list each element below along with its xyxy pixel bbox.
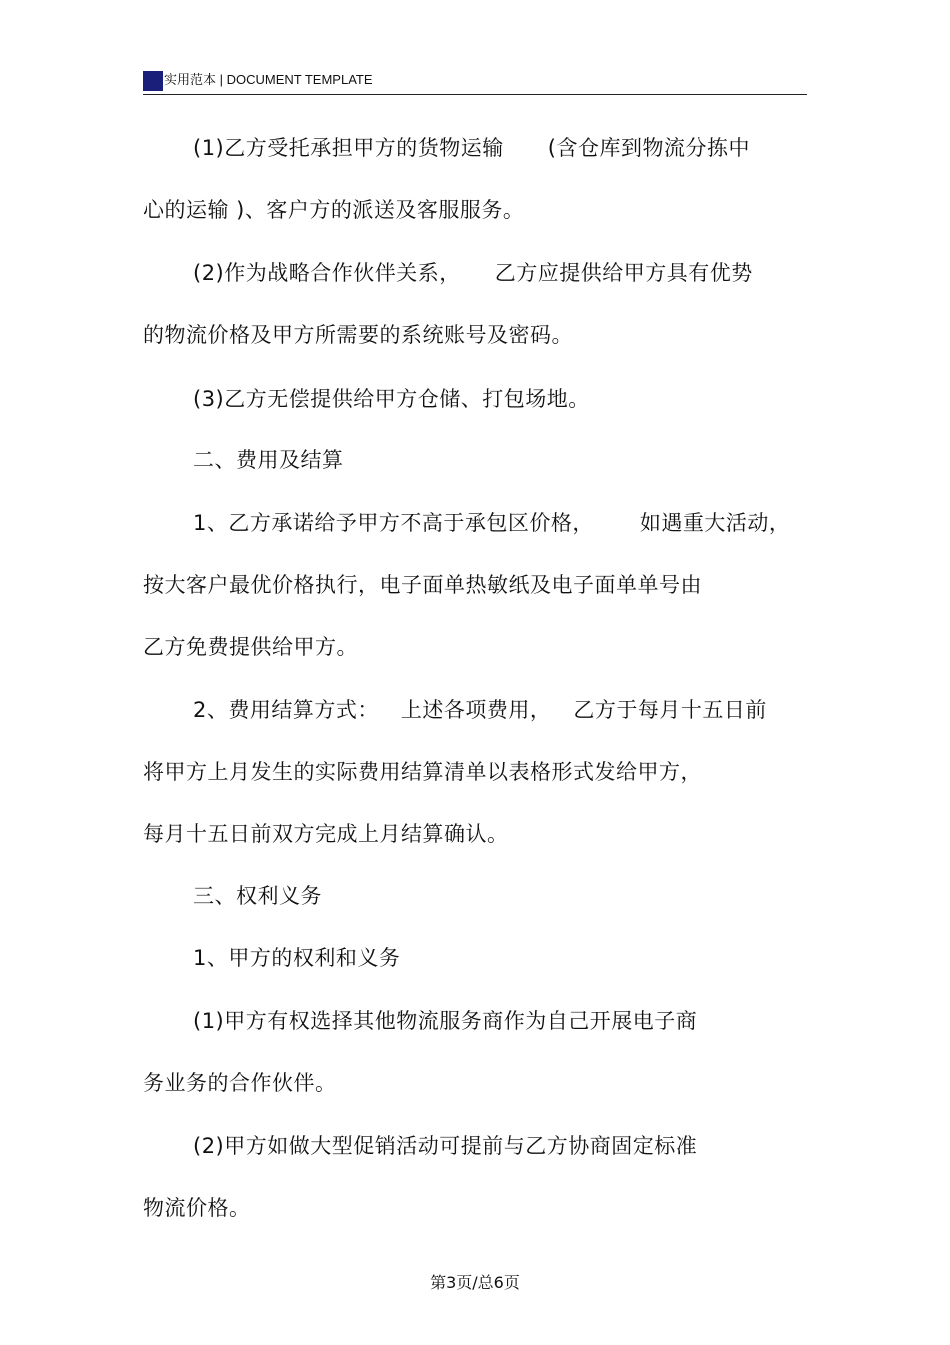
paragraph-line: 物流价格。 bbox=[143, 1196, 251, 1220]
page-number: 第3页/总6页 bbox=[430, 1273, 520, 1292]
paragraph-line: 每月十五日前双方完成上月结算确认。 bbox=[143, 822, 509, 846]
paragraph-line: (2)作为战略合作伙伴关系， 乙方应提供给甲方具有优势 bbox=[193, 261, 753, 285]
paragraph-line: 乙方免费提供给甲方。 bbox=[143, 635, 358, 659]
paragraph-line: 的物流价格及甲方所需要的系统账号及密码。 bbox=[143, 323, 573, 347]
paragraph-line: 2、费用结算方式： 上述各项费用， 乙方于每月十五日前 bbox=[193, 698, 767, 722]
paragraph-line: 务业务的合作伙伴。 bbox=[143, 1071, 337, 1095]
subsection-heading: 1、甲方的权利和义务 bbox=[193, 946, 401, 970]
paragraph-line: (1)乙方受托承担甲方的货物运输 (含仓库到物流分拣中 bbox=[193, 136, 750, 160]
paragraph-line: (2)甲方如做大型促销活动可提前与乙方协商固定标准 bbox=[193, 1134, 698, 1158]
paragraph-line: (3)乙方无偿提供给甲方仓储、打包场地。 bbox=[193, 387, 590, 411]
paragraph-line: 按大客户最优价格执行，电子面单热敏纸及电子面单单号由 bbox=[143, 573, 702, 597]
header-title: 实用范本 | DOCUMENT TEMPLATE bbox=[164, 72, 373, 87]
paragraph-line: 1、乙方承诺给予甲方不高于承包区价格， 如遇重大活动， bbox=[193, 511, 791, 535]
section-heading: 二、费用及结算 bbox=[193, 448, 344, 472]
paragraph-line: 心的运输 )、客户方的派送及客服服务。 bbox=[143, 198, 525, 222]
paragraph-line: 将甲方上月发生的实际费用结算清单以表格形式发给甲方， bbox=[143, 760, 702, 784]
paragraph-line: (1)甲方有权选择其他物流服务商作为自己开展电子商 bbox=[193, 1009, 698, 1033]
document-header bbox=[143, 68, 807, 95]
section-heading: 三、权利义务 bbox=[193, 884, 322, 908]
template-logo-square bbox=[143, 71, 163, 91]
